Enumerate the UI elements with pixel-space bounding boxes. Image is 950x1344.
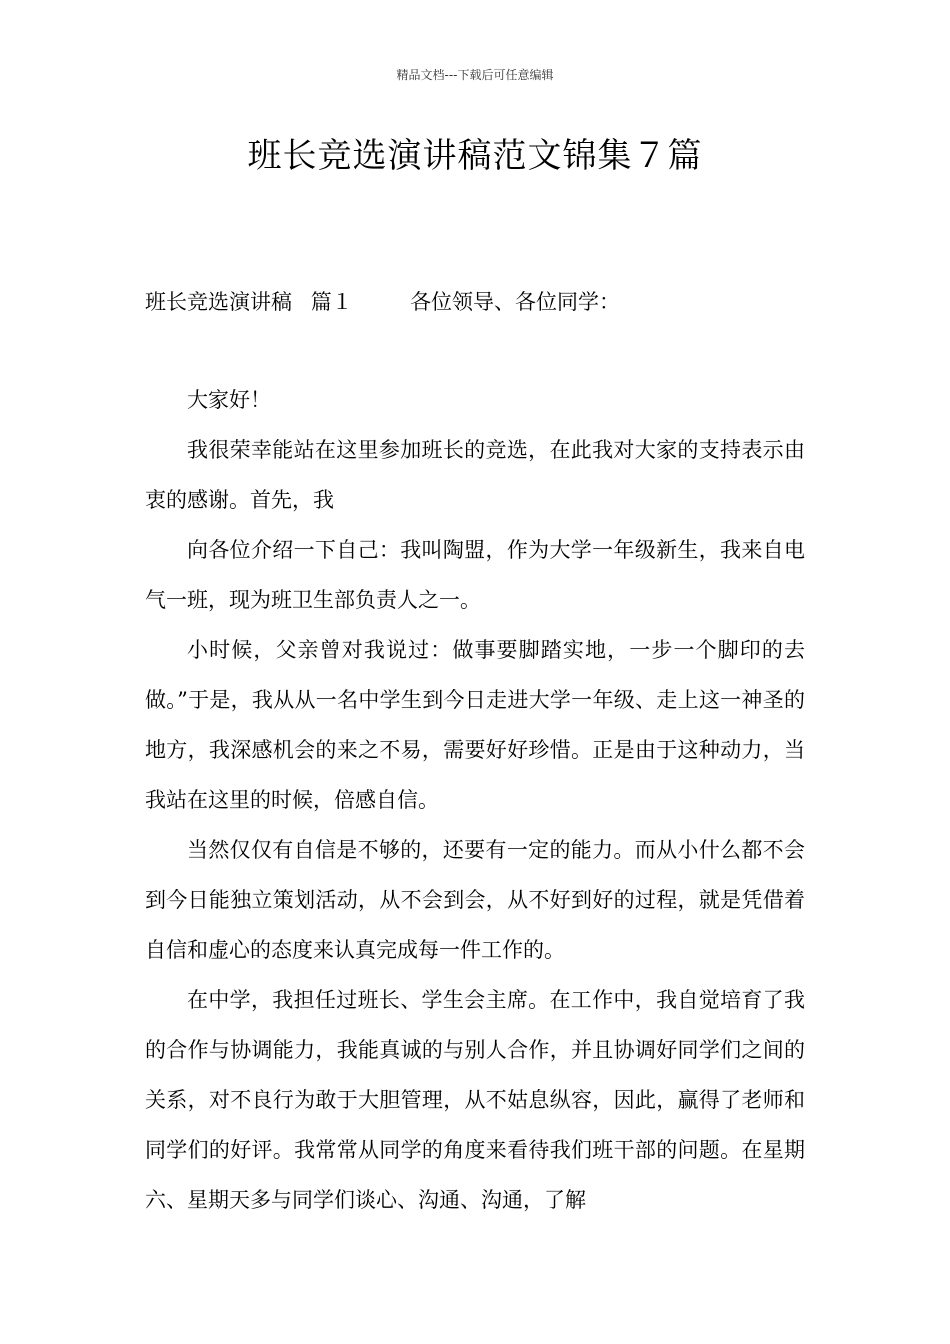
paragraph: 当然仅仅有自信是不够的，还要有一定的能力。而从小什么都不会到今日能独立策划活动，从不会到会，从不好到好的过程，就是凭借着自信和虚心的态度来认真完成每一件工作的。 xyxy=(145,838,805,962)
section-number: 篇１ xyxy=(310,290,353,314)
body-text xyxy=(145,375,805,1225)
section-heading xyxy=(145,286,620,316)
paragraph: 我很荣幸能站在这里参加班长的竞选，在此我对大家的支持表示由衷的感谢。首先，我 xyxy=(145,438,805,512)
header-note: 精品文档---下载后可任意编辑 xyxy=(396,68,554,82)
paragraph: 向各位介绍一下自己：我叫陶盟，作为大学一年级新生，我来自电气一班，现为班卫生部负责人之一。 xyxy=(145,538,805,612)
document-title: 班长竞选演讲稿范文锦集７篇 xyxy=(247,136,703,176)
salutation: 各位领导、各位同学： xyxy=(410,290,621,314)
section-label: 班长竞选演讲稿 xyxy=(145,290,292,314)
paragraph: 在中学，我担任过班长、学生会主席。在工作中，我自觉培育了我的合作与协调能力，我能真诚的与别人合作，并且协调好同学们之间的关系，对不良行为敢于大胆管理，从不姑息纵容，因此，赢得了老师和同学们的好评。我常常从同学的角度来看待我们班干部的问题。在星期六、星期天多与同学们谈心、沟通、沟通，了解 xyxy=(145,988,805,1212)
paragraph: 小时候，父亲曾对我说过：做事要脚踏实地，一步一个脚印的去做。”于是，我从从一名中学生到今日走进大学一年级、走上这一神圣的地方，我深感机会的来之不易，需要好好珍惜。正是由于这种动力，当我站在这里的时候，倍感自信。 xyxy=(145,638,805,812)
paragraph: 大家好！ xyxy=(187,388,271,412)
